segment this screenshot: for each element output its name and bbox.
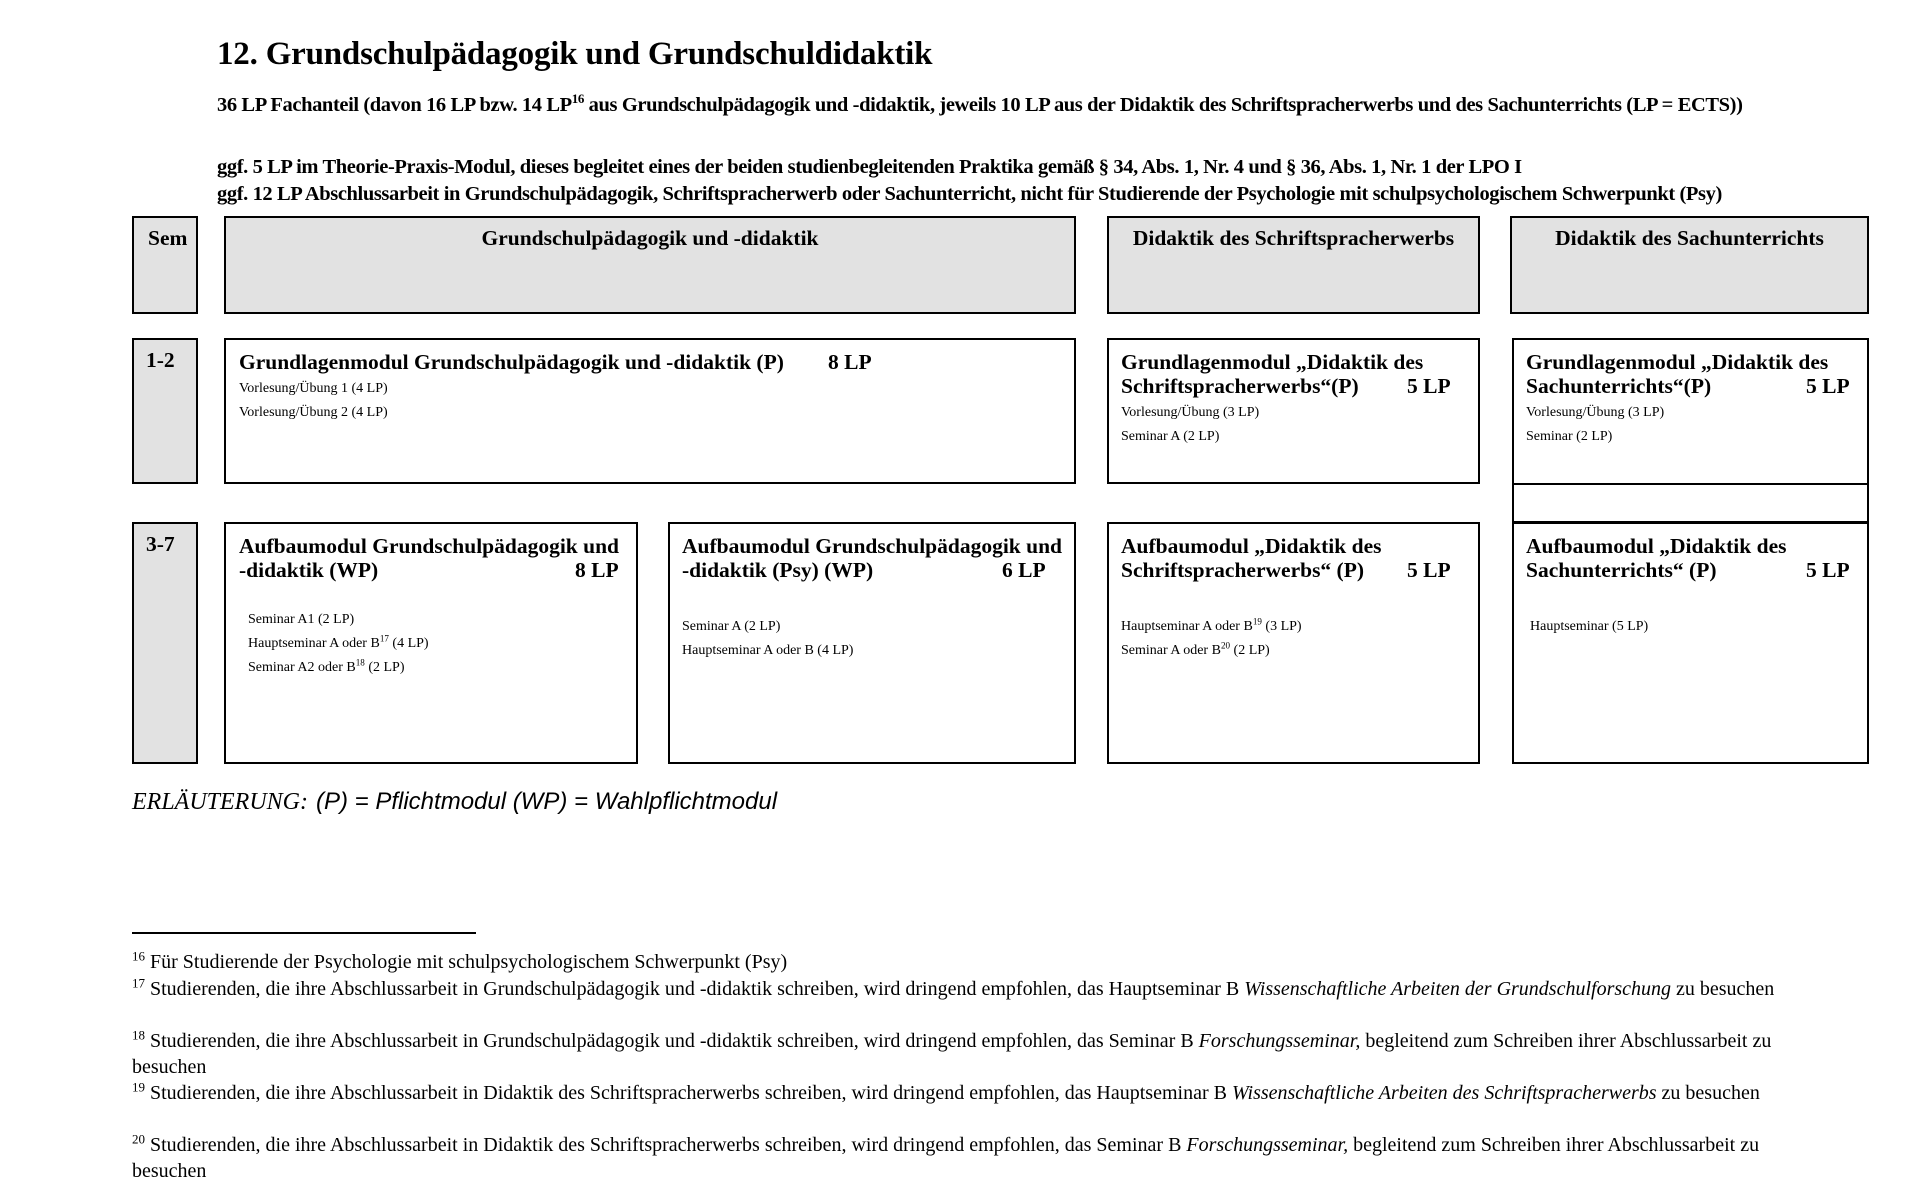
module-title-line-2: Schriftspracherwerbs“(P) [1121,374,1359,398]
module-title-line-1: Aufbaumodul Grundschulpädagogik und [682,534,1063,558]
sem-cell-3-7 [132,522,198,764]
course-item: Hauptseminar (5 LP) [1530,619,1649,634]
course-item: Vorlesung/Übung 1 (4 LP) [239,381,388,396]
course-item-credits: (3 LP) [1261,619,1302,634]
course-item-credits: (2 LP) [364,660,405,675]
footnote-19 [132,1080,1832,1106]
footnote-number: 19 [132,1079,145,1095]
intro-line-1-text-a: 36 LP Fachanteil (davon 16 LP bzw. 14 LP [217,94,572,116]
footnote-ref-20: 20 [1220,640,1231,651]
module-aufbau-schriftspracherwerb [1107,522,1480,764]
module-title-line-1: Grundlagenmodul „Didaktik des [1121,350,1424,374]
course-item-credits: (4 LP) [388,636,429,651]
footnote-number: 20 [132,1131,145,1147]
module-credits: 6 LP [1002,558,1046,582]
module-grundlagen-sachunterricht [1512,338,1869,523]
column-header-sachunterricht [1510,216,1869,314]
footnote-ref-19: 19 [1252,616,1262,627]
footnote-18 [132,1028,1832,1080]
legend [132,788,777,816]
course-item: Seminar A (2 LP) [682,619,781,634]
module-title-line-2: Sachunterrichts“ (P) [1526,558,1717,582]
module-credits: 5 LP [1407,374,1451,398]
sem-label: 1-2 [146,348,175,372]
module-credits: 5 LP [1806,558,1850,582]
footnote-text: zu besuchen [1656,1082,1760,1104]
module-title-line-2: -didaktik (Psy) (WP) [682,558,874,582]
footnote-emphasis: Wissenschaftliche Arbeiten der Grundschulforschung [1244,978,1672,1000]
module-grundlagen-grundschulpaedagogik [224,338,1076,484]
module-title-line-1: Aufbaumodul „Didaktik des [1121,534,1382,558]
column-header-grundschulpaedagogik [224,216,1076,314]
sem-label: 3-7 [146,532,175,556]
course-item: Seminar A1 (2 LP) [248,612,355,627]
module-aufbau-grundschulpaedagogik [224,522,638,764]
footnote-ref-18: 18 [355,657,365,668]
module-aufbau-grundschulpaedagogik-psy [668,522,1076,764]
course-item [248,657,405,676]
footnote-text: begleitend zum Schreiben ihrer Abschlussarbeit zu besuchen [132,1134,1760,1182]
page-title: 12. Grundschulpädagogik und Grundschuldidaktik [217,36,933,72]
footnote-text: Studierenden, die ihre Abschlussarbeit in Didaktik des Schriftspracherwerbs schreiben, wird dringend empfohlen, das Seminar B [145,1134,1187,1156]
course-item-text: Seminar A2 oder B [248,660,356,675]
intro-line-1-text-b: aus Grundschulpädagogik und -didaktik, jeweils 10 LP aus der Didaktik des Schriftspracherwerbs und des Sachunterrichts (LP = ECTS)) [583,94,1743,116]
footnote-number: 16 [132,948,145,964]
footnote-20 [132,1132,1832,1184]
footnote-number: 18 [132,1027,145,1043]
column-header-label: Didaktik des Sachunterrichts [1555,226,1824,250]
module-title-line-2: Schriftspracherwerbs“ (P) [1121,558,1365,582]
column-header-label: Didaktik des Schriftspracherwerbs [1132,226,1455,250]
column-header-schriftspracherwerb [1107,216,1480,314]
course-item-text: Hauptseminar A oder B [248,636,380,651]
footnote-emphasis: Wissenschaftliche Arbeiten des Schriftspracherwerbs [1231,1082,1657,1104]
footnote-emphasis: Forschungsseminar, [1198,1030,1361,1052]
course-item: Vorlesung/Übung 2 (4 LP) [239,405,388,420]
sem-cell-1-2 [132,338,198,484]
course-item: Seminar (2 LP) [1526,429,1613,444]
footnote-text: Studierenden, die ihre Abschlussarbeit in Grundschulpädagogik und -didaktik schreiben, wird dringend empfohlen, das Hauptseminar B [145,978,1245,1000]
module-title-line-1: Aufbaumodul „Didaktik des [1526,534,1787,558]
module-grundlagen-schriftspracherwerb [1107,338,1480,484]
intro-line-3: ggf. 12 LP Abschlussarbeit in Grundschulpädagogik, Schriftspracherwerb oder Sachunterricht, nicht für Studierende der Psychologie mit schulpsychologischem Schwerpunkt (Psy) [217,183,1722,205]
module-credits: 5 LP [1407,558,1451,582]
course-item: Vorlesung/Übung (3 LP) [1121,405,1260,420]
footnote-17 [132,976,1832,1002]
course-item: Hauptseminar A oder B (4 LP) [682,643,854,658]
course-item [1121,616,1302,635]
legend-label: ERLÄUTERUNG: [132,789,308,815]
footnote-text: begleitend zum Schreiben ihrer Abschlussarbeit zu besuchen [132,1030,1772,1078]
intro-line-1 [217,92,1807,118]
course-item-text: Hauptseminar A oder B [1121,619,1253,634]
course-item [1121,640,1270,659]
sem-header-cell [132,216,198,314]
course-item [248,633,429,652]
footnote-ref-16: 16 [571,91,584,107]
footnote-ref-17: 17 [379,633,389,644]
column-header-label: Grundschulpädagogik und -didaktik [481,226,819,250]
module-title-line-1: Grundlagenmodul „Didaktik des [1526,350,1829,374]
legend-text: (P) = Pflichtmodul (WP) = Wahlpflichtmodul [316,788,778,815]
module-title-line-1: Aufbaumodul Grundschulpädagogik und [239,534,620,558]
footnote-text: Für Studierende der Psychologie mit schulpsychologischem Schwerpunkt (Psy) [145,951,788,973]
module-title: Grundlagenmodul Grundschulpädagogik und -didaktik (P) [239,350,784,374]
course-item: Seminar A (2 LP) [1121,429,1220,444]
module-credits: 5 LP [1806,374,1850,398]
footnote-separator [132,932,476,934]
intro-line-2: ggf. 5 LP im Theorie-Praxis-Modul, dieses begleitet eines der beiden studienbegleitenden Praktika gemäß § 34, Abs. 1, Nr. 4 und § 36, Abs. 1, Nr. 1 der LPO I [217,156,1522,178]
footnote-text: Studierenden, die ihre Abschlussarbeit in Didaktik des Schriftspracherwerbs schreiben, wird dringend empfohlen, das Hauptseminar B [145,1082,1232,1104]
footnote-text: zu besuchen [1671,978,1775,1000]
module-credits: 8 LP [575,558,619,582]
module-title-line-2: Sachunterrichts“(P) [1526,374,1712,398]
sem-header-label: Sem [148,226,188,250]
course-item-text: Seminar A oder B [1121,643,1221,658]
module-title-line-2: -didaktik (WP) [239,558,379,582]
footnote-emphasis: Forschungsseminar, [1186,1134,1349,1156]
footnote-16 [132,949,1832,975]
module-aufbau-sachunterricht [1512,522,1869,764]
footnote-number: 17 [132,975,145,991]
course-item: Vorlesung/Übung (3 LP) [1526,405,1665,420]
module-credits: 8 LP [828,350,872,374]
footnote-text: Studierenden, die ihre Abschlussarbeit in Grundschulpädagogik und -didaktik schreiben, wird dringend empfohlen, das Seminar B [145,1030,1199,1052]
cell-divider [1514,483,1867,485]
course-item-credits: (2 LP) [1230,643,1270,658]
